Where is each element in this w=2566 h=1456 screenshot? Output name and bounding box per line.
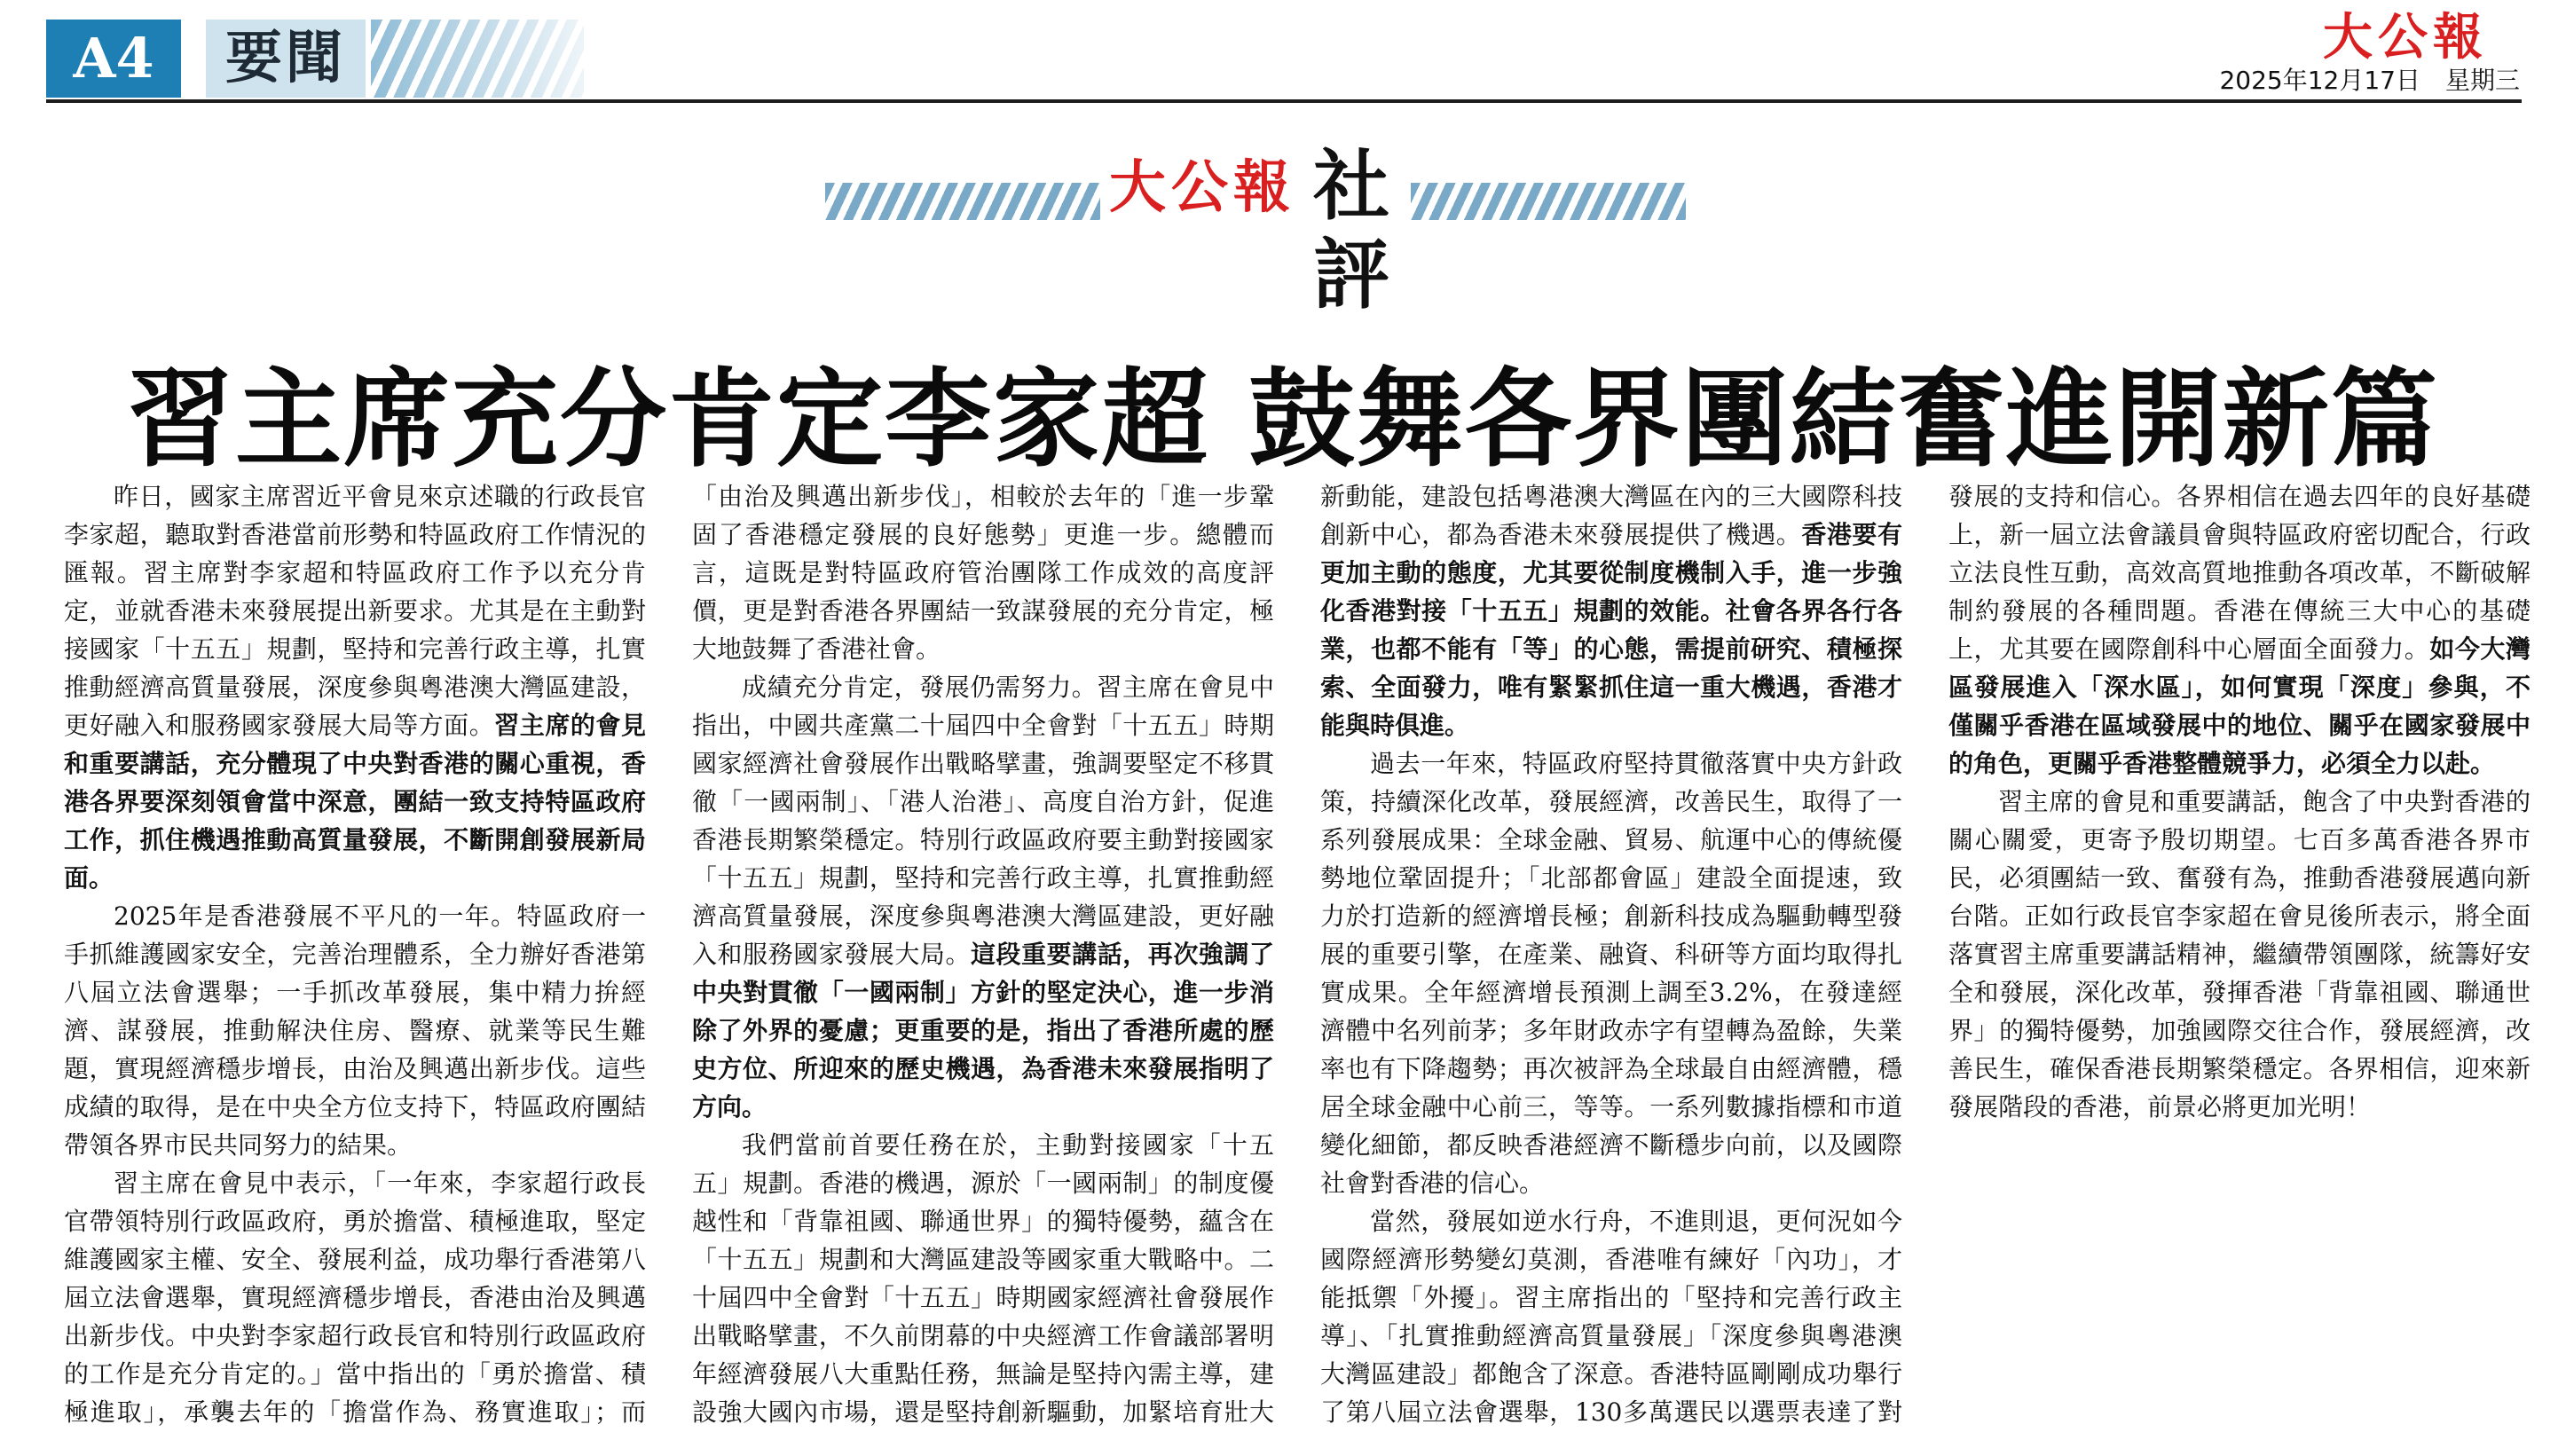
issue-date: [2219, 66, 2520, 96]
paragraph-text: 當然，發展如逆水行舟，不進則退，更何況如今國際經濟形勢變幻莫測，香港唯有練好「內功」，才能抵禦「外擾」。習主席指出的「堅持和完善行政主導」、「扎實推動經濟高質量發展」「深度參與粵港澳大灣區建設」都飽含了深意。香港特區剛剛成功舉行了第八屆立法會選舉，130多萬選民以選票表達了對發展的支持和信心。各界相信在過去四年的良好基礎上，新一屆立法會議員會與特區政府密切配合，行政立法良性互動，高效高質地推動各項改革，不斷破解制約發展的各種問題。香港在傳統三大中心的基礎上，尤其要在國際創科中心層面全面發力。: [1320, 482, 2531, 1427]
bold-text: 如今大灣區發展進入「深水區」，如何實現「深度」參與，不僅關乎香港在區域發展中的地位、關乎在國家發展中的角色，更關乎香港整體競爭力，必須全力以赴。: [1948, 634, 2531, 778]
banner-stripe-left: [825, 183, 1100, 220]
paragraph: 習主席在會見中表示，「一年來，李家超行政長官帶領特別行政區政府，勇於擔當、積極進取，堅定維護國家主權、安全、發展利益，成功舉行香港第八屆立法會選舉，實現經濟穩步增長，香港由治及興邁出新步伐。中央對李家超行政長官和特別行政區政府的工作是充分肯定的。」當中指出的「勇於擔當、積極進取」，承襲去年的「擔當作為、務實進取」；而「由治及興邁出新步伐」，相較於去年的「進一步鞏固了香港穩定發展的良好態勢」更進一步。總體而言，這既是對特區政府管治團隊工作成效的高度評價，更是對香港各界團結一致謀發展的充分肯定，極大地鼓舞了香港社會。: [64, 482, 1274, 1427]
banner-stripe-right: [1411, 183, 1686, 220]
date-text: 2025年12月17日: [2219, 66, 2420, 95]
paragraph: 過去一年來，特區政府堅持貫徹落實中央方針政策，持續深化改革，發展經濟，改善民生，取得了一系列發展成果：全球金融、貿易、航運中心的傳統優勢地位鞏固提升；「北部都會區」建設全面提速，致力於打造新的經濟增長極；創新科技成為驅動轉型發展的重要引擎，在產業、融資、科研等方面均取得扎實成果。全年經濟增長預測上調至3.2%，在發達經濟體中名列前茅；多年財政赤字有望轉為盈餘，失業率也有下降趨勢；再次被評為全球最自由經濟體，穩居全球金融中心前三，等等。一系列數據指標和市道變化細節，都反映香港經濟不斷穩步向前，以及國際社會對香港的信心。: [1320, 749, 1902, 1198]
article-body: [64, 477, 2531, 1444]
paragraph: [692, 668, 1274, 1126]
publication-logo: 大公報: [2323, 8, 2488, 67]
bold-text: 香港要有更加主動的態度，尤其要從制度機制入手，進一步強化香港對接「十五五」規劃的效能。社會各界各行各業，也都不能有「等」的心態，需提前研究、積極探索、全面發力，唯有緊緊抓住這一重大機遇，香港才能與時俱進。: [1320, 520, 1902, 740]
paragraph: 2025年是香港發展不平凡的一年。特區政府一手抓維護國家安全，完善治理體系，全力辦好香港第八屆立法會選舉；一手抓改革發展，集中精力拚經濟、謀發展，推動解決住房、醫療、就業等民生難題，實現經濟穩步增長，由治及興邁出新步伐。這些成績的取得，是在中央全方位支持下，特區政府團結帶領各界市民共同努力的結果。: [64, 901, 646, 1160]
paragraph-text: 昨日，國家主席習近平會見來京述職的行政長官李家超，聽取對香港當前形勢和特區政府工作情況的匯報。習主席對李家超和特區政府工作予以充分肯定，並就香港未來發展提出新要求。尤其是在主動對接國家「十五五」規劃，堅持和完善行政主導，扎實推動經濟高質量發展，深度參與粵港澳大灣區建設，更好融入和服務國家發展大局等方面。: [64, 482, 646, 740]
paragraph: 習主席的會見和重要講話，飽含了中央對香港的關心關愛，更寄予殷切期望。七百多萬香港各界市民，必須團結一致、奮發有為，推動香港發展邁向新台階。正如行政長官李家超在會見後所表示，將全面落實習主席重要講話精神，繼續帶領團隊，統籌好安全和發展，深化改革，發揮香港「背靠祖國、聯通世界」的獨特優勢，加強國際交往合作，發展經濟，改善民生，確保香港長期繁榮穩定。各界相信，迎來新發展階段的香港，前景必將更加光明！: [1948, 787, 2531, 1122]
section-name: 要聞: [206, 20, 366, 98]
paragraph-text: 成績充分肯定，發展仍需努力。習主席在會見中指出，中國共產黨二十屆四中全會對「十五五」時期國家經濟社會發展作出戰略擘畫，強調要堅定不移貫徹「一國兩制」、「港人治港」、高度自治方針，促進香港長期繁榮穩定。特別行政區政府要主動對接國家「十五五」規劃，堅持和完善行政主導，扎實推動經濟高質量發展，深度參與粵港澳大灣區建設，更好融入和服務國家發展大局。: [692, 673, 1274, 969]
header-rule: [46, 99, 2522, 103]
bold-text: 習主席的會見和重要講話，充分體現了中央對香港的關心重視，香港各界要深刻領會當中深意，團結一致支持特區政府工作，抓住機遇推動高質量發展，不斷開創發展新局面。: [64, 711, 646, 893]
bold-text: 這段重要講話，再次強調了中央對貫徹「一國兩制」方針的堅定決心，進一步消除了外界的憂慮；更重要的是，指出了香港所處的歷史方位、所迎來的歷史機遇，為香港未來發展指明了方向。: [692, 940, 1274, 1122]
header-stripe-decoration: [371, 20, 584, 98]
header-divider: [181, 20, 201, 98]
paragraph-text: 我們當前首要任務在於，主動對接國家「十五五」規劃。香港的機遇，源於「一國兩制」的制度優越性和「背靠祖國、聯通世界」的獨特優勢，蘊含在「十五五」規劃和大灣區建設等國家重大戰略中。二十屆四中全會對「十五五」時期國家經濟社會發展作出戰略擘畫，不久前閉幕的中央經濟工作會議部署明年經濟發展八大重點任務，無論是堅持內需主導，建設強大國內市場，還是堅持創新驅動，加緊培育壯大新動能，建設包括粵港澳大灣區在內的三大國際科技創新中心，都為香港未來發展提供了機遇。: [692, 482, 1902, 1427]
page-number: A4: [46, 20, 181, 98]
weekday-text: 星期三: [2444, 66, 2520, 95]
editorial-label: 社評: [1313, 141, 1389, 319]
paragraph: [64, 477, 646, 897]
page-header: [0, 0, 2566, 106]
banner-publication-logo: 大公報: [1109, 154, 1295, 221]
article-headline: 習主席充分肯定李家超 鼓舞各界團結奮進開新篇: [127, 357, 2439, 483]
